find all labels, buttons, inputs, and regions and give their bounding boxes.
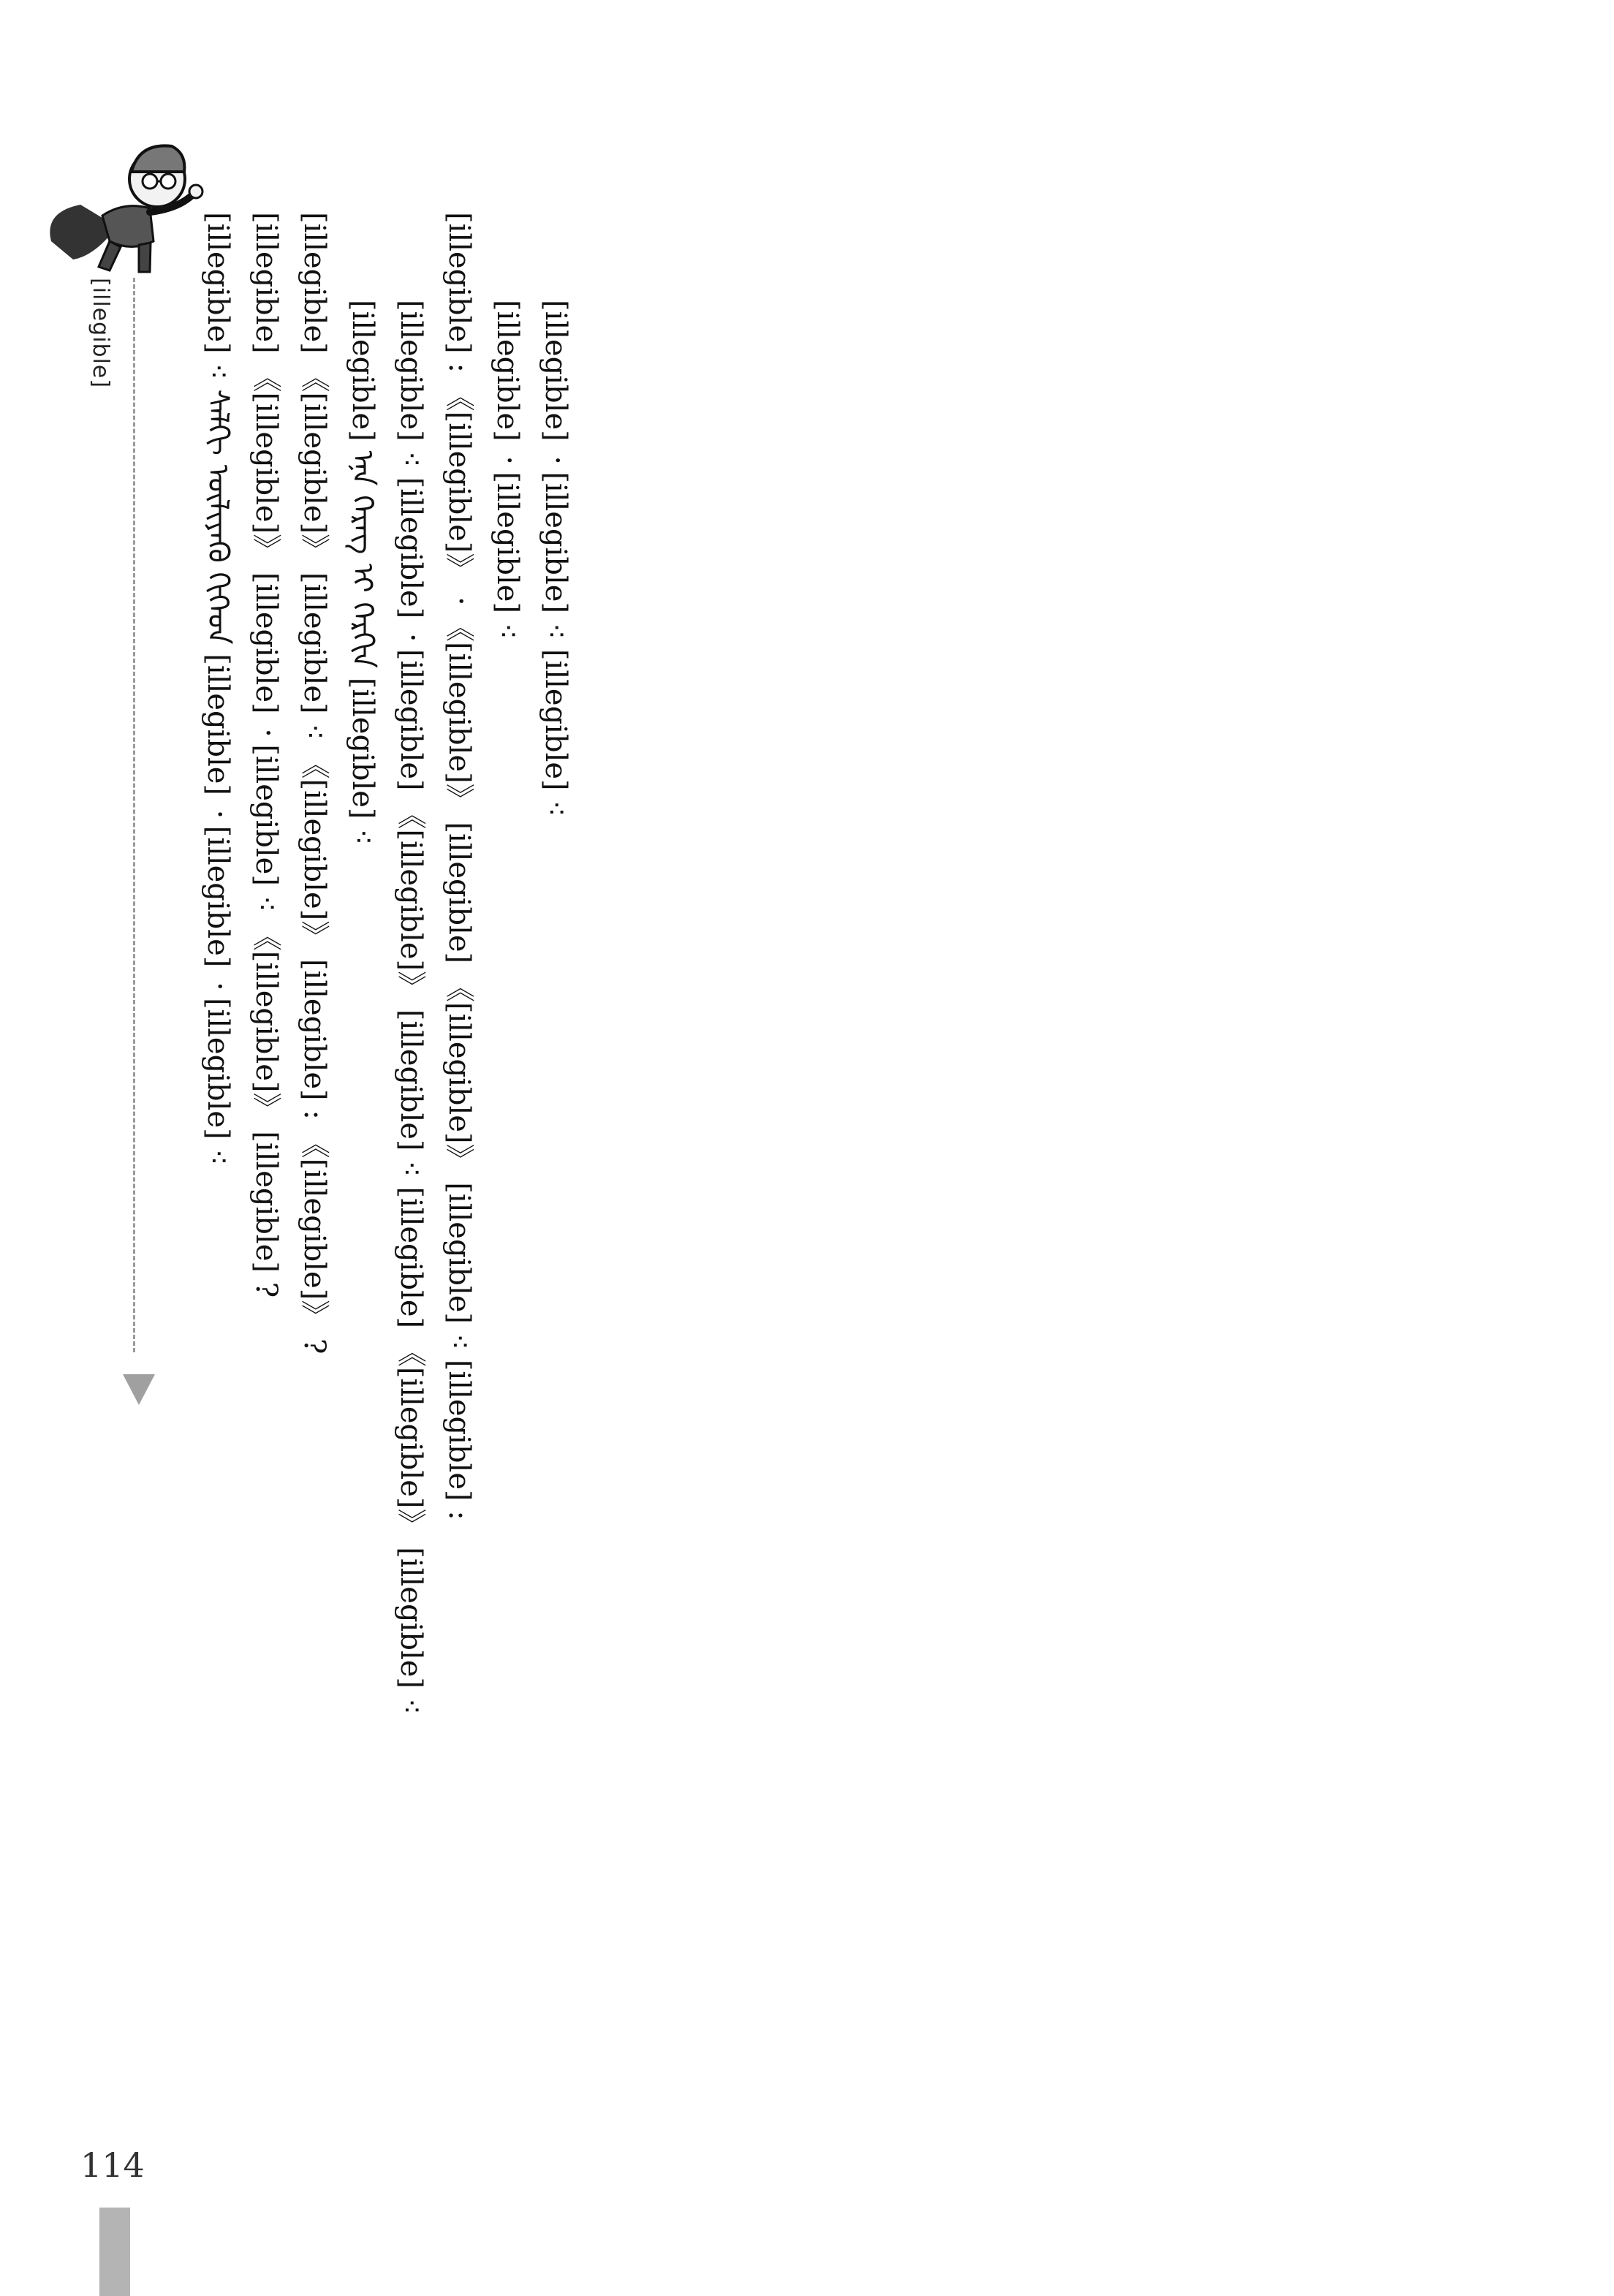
paragraph: [illegible] : 《[illegible]》 ᠂ 《[illegible]》 [illegible] 《[illegible]》 [illegible] ⁖ [illegible] : [442,212,476,1520]
running-header: [illegible] [88,278,113,389]
paragraph: [illegible] 《[illegible]》 [illegible] ᠂ [illegible] ⁖ 《[illegible]》 [illegible] ? [249,212,283,1298]
page-number: 114 [80,2145,145,2185]
triangle-arrow-icon [123,1374,155,1405]
body-text [194,212,1480,2186]
paragraph: [illegible] ᠂ [illegible] ⁖ [illegible] ⁖ [539,300,572,817]
paragraph: [illegible] ᠡᠨᠡ ᠬᠡᠷᠡᠭ ᠢ ᠬᠡᠷᠬᠢᠨ [illegible] ⁖ [346,300,379,846]
mascot-illustration [29,132,212,278]
paragraph: [illegible] ᠂ [illegible] ⁖ [490,300,524,640]
page-edge-tab [99,2208,130,2296]
paragraph: [illegible] 《[illegible]》 [illegible] ⁖ 《[illegible]》 [illegible] : 《[illegible]》 ? [298,212,331,1355]
header-dashed-rule [133,278,135,1352]
paragraph: [illegible] ⁖ ᠰᠠᠯᠬᠢ ᠦᠯᠢᠶᠡᠬᠦ ᠬᠢᠭᠡᠳ [illegible] ᠂ [illegible] ᠂ [illegible] ⁖ [201,212,235,1166]
paragraph: [illegible] ⁖ [illegible] ᠂ [illegible] 《[illegible]》 [illegible] ⁖ [illegible] 《[illegible]》 [illegible] ⁖ [394,300,428,1716]
